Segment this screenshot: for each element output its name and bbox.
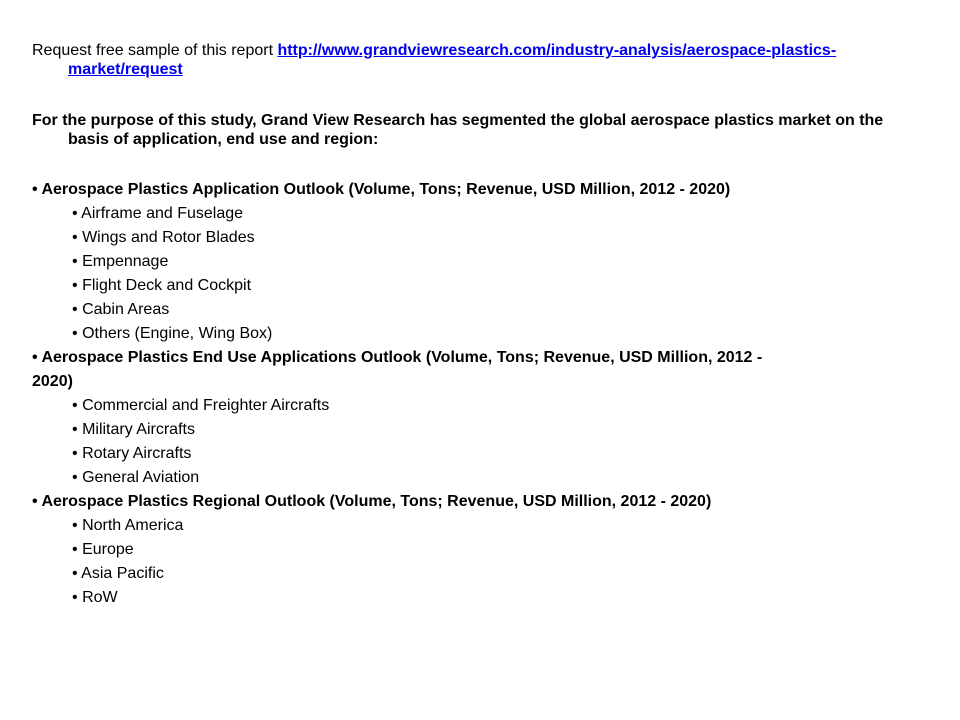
bullet-glyph: • [72, 253, 78, 270]
list-item-text: Europe [82, 541, 134, 558]
list-item-text: Rotary Aircrafts [82, 445, 192, 462]
bullet-glyph: • [72, 565, 78, 582]
section-heading-text: Aerospace Plastics Application Outlook (Volume, Tons; Revenue, USD Million, 2012 - 2020) [41, 181, 731, 198]
bullet-glyph: • [72, 205, 78, 222]
list-item [32, 394, 912, 418]
bullet-glyph: • [72, 325, 78, 342]
bullet-glyph: • [72, 229, 78, 246]
list-item-text: Asia Pacific [81, 565, 164, 582]
list-item [32, 586, 912, 610]
list-item-text: Cabin Areas [82, 301, 170, 318]
study-purpose-paragraph: For the purpose of this study, Grand View Research has segmented the global aerospace plastics market on the basis of application, end use and region: [32, 112, 884, 148]
bullet-glyph: • [72, 445, 78, 462]
list-item-text: Others (Engine, Wing Box) [82, 325, 273, 342]
bullet-glyph: • [72, 421, 78, 438]
list-item-text: RoW [82, 589, 118, 606]
list-item [32, 274, 912, 298]
list-item-text: North America [82, 517, 184, 534]
section-heading [32, 490, 792, 514]
bullet-glyph: • [32, 349, 38, 366]
bullet-glyph: • [72, 517, 78, 534]
list-item-text: Military Aircrafts [82, 421, 195, 438]
list-item-text: Airframe and Fuselage [81, 205, 244, 222]
section-heading [32, 346, 792, 394]
list-item [32, 538, 912, 562]
list-item [32, 562, 912, 586]
section-heading-text: Aerospace Plastics Regional Outlook (Volume, Tons; Revenue, USD Million, 2012 - 2020) [41, 493, 712, 510]
list-item [32, 202, 912, 226]
sample-request-link[interactable]: http://www.grandviewresearch.com/industry-analysis/aerospace-plastics-market/request [68, 42, 837, 78]
bullet-glyph: • [72, 541, 78, 558]
list-item [32, 250, 912, 274]
list-item [32, 322, 912, 346]
section-heading-text: Aerospace Plastics End Use Applications Outlook (Volume, Tons; Revenue, USD Million, 2012 - 2020) [32, 349, 763, 390]
outline-section [32, 346, 912, 490]
list-item [32, 226, 912, 250]
list-item-text: General Aviation [82, 469, 200, 486]
segmentation-outline [32, 178, 912, 610]
list-item [32, 298, 912, 322]
list-item [32, 442, 912, 466]
bullet-glyph: • [32, 181, 38, 198]
outline-section [32, 178, 912, 346]
list-item [32, 418, 912, 442]
bullet-glyph: • [72, 469, 78, 486]
sample-request-paragraph [32, 41, 928, 79]
bullet-glyph: • [72, 397, 78, 414]
list-item-text: Empennage [82, 253, 169, 270]
sample-request-text: Request free sample of this report [32, 42, 278, 59]
list-item [32, 514, 912, 538]
bullet-glyph: • [32, 493, 38, 510]
list-item-text: Flight Deck and Cockpit [82, 277, 252, 294]
bullet-glyph: • [72, 589, 78, 606]
section-heading [32, 178, 792, 202]
list-item-text: Commercial and Freighter Aircrafts [82, 397, 330, 414]
outline-section [32, 490, 912, 610]
list-item-text: Wings and Rotor Blades [82, 229, 255, 246]
bullet-glyph: • [72, 301, 78, 318]
list-item [32, 466, 912, 490]
bullet-glyph: • [72, 277, 78, 294]
